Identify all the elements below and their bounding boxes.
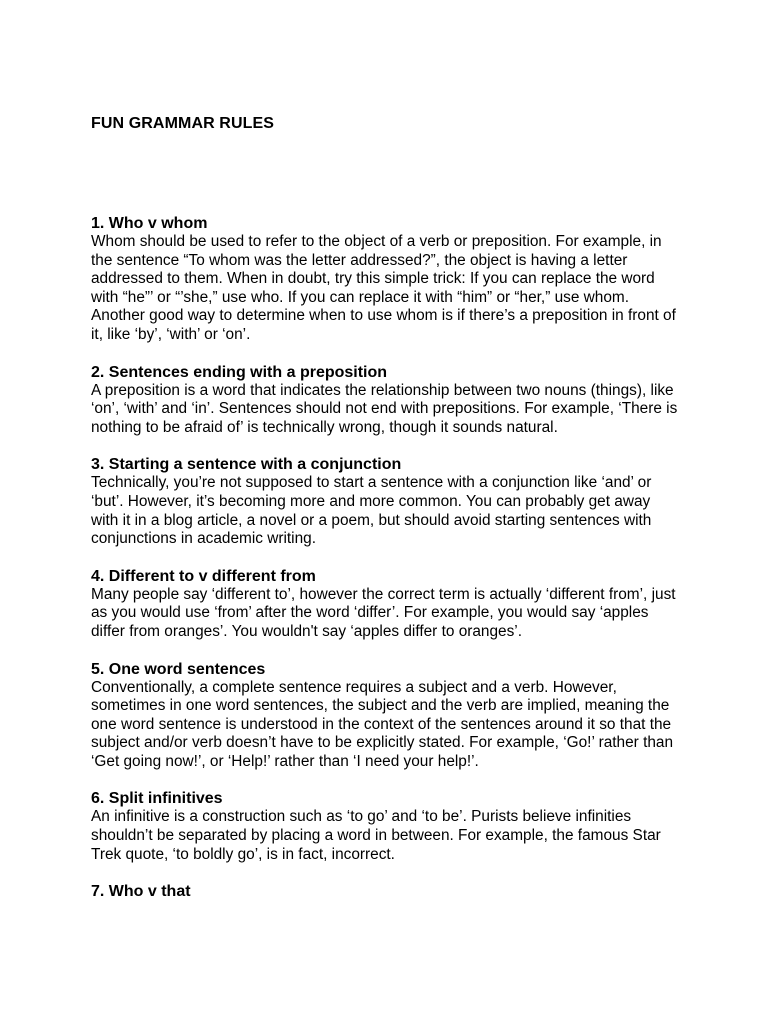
rule-section: [91, 882, 681, 901]
rule-heading: 7. Who v that: [91, 883, 191, 901]
rule-body: Whom should be used to refer to the object of a verb or preposition. For example, in the sentence “To whom was the letter addressed?”, the object is having a letter addressed to them. When in doubt, try this simple trick: If you can replace the word with “he”’ or “’she,” use who. If you can replace it with “him” or “her,” use whom. Another good way to determine when to use whom is if there’s a preposition in front of it, like ‘by’, ‘with’ or ‘on’.: [91, 233, 676, 343]
rule-heading: 1. Who v whom: [91, 215, 208, 232]
rule-section: [91, 660, 681, 772]
rule-heading: 3. Starting a sentence with a conjunction: [91, 456, 402, 474]
rule-heading: 4. Different to v different from: [91, 567, 316, 585]
document-title: FUN GRAMMAR RULES: [91, 115, 275, 132]
rule-heading: 6. Split infinitives: [91, 790, 223, 808]
rule-heading: 2. Sentences ending with a preposition: [91, 363, 388, 381]
rule-heading: 5. One word sentences: [91, 660, 266, 678]
rule-body: Technically, you’re not supposed to start a sentence with a conjunction like ‘and’ or ‘but’. However, it’s becoming more and more common. You can probably get away with it in a blog article, a novel or a poem, but should avoid starting sentences with conjunctions in academic writing.: [91, 474, 652, 548]
rule-section: [91, 214, 681, 345]
rule-section: [91, 789, 681, 864]
rule-section: [91, 567, 681, 642]
rule-body: A preposition is a word that indicates the relationship between two nouns (things), like ‘on’, ‘with’ and ‘in’. Sentences should not end with prepositions. For example, ‘There is nothing to be afraid of’ is technically wrong, though it sounds natural.: [91, 381, 678, 436]
rule-body: An infinitive is a construction such as ‘to go’ and ‘to be’. Purists believe infinities shouldn’t be separated by placing a word in between. For example, the famous Star Trek quote, ‘to boldly go’, is in fact, incorrect.: [91, 808, 661, 863]
rule-section: [91, 363, 681, 438]
rule-section: [91, 455, 681, 548]
rule-body: Many people say ‘different to’, however the correct term is actually ‘different from’, just as you would use ‘from’ after the word ‘differ’. For example, you would say ‘apples differ from oranges’. You wouldn't say ‘apples differ to oranges’.: [91, 585, 676, 640]
rule-body: Conventionally, a complete sentence requires a subject and a verb. However, sometimes in one word sentences, the subject and the verb are implied, meaning the one word sentence is understood in the context of the sentences around it so that the subject and/or verb doesn’t have to be explicitly stated. For example, ‘Go!’ rather than ‘Get going now!’, or ‘Help!’ rather than ‘I need your help!’.: [91, 678, 674, 770]
rules-list: [91, 214, 681, 919]
